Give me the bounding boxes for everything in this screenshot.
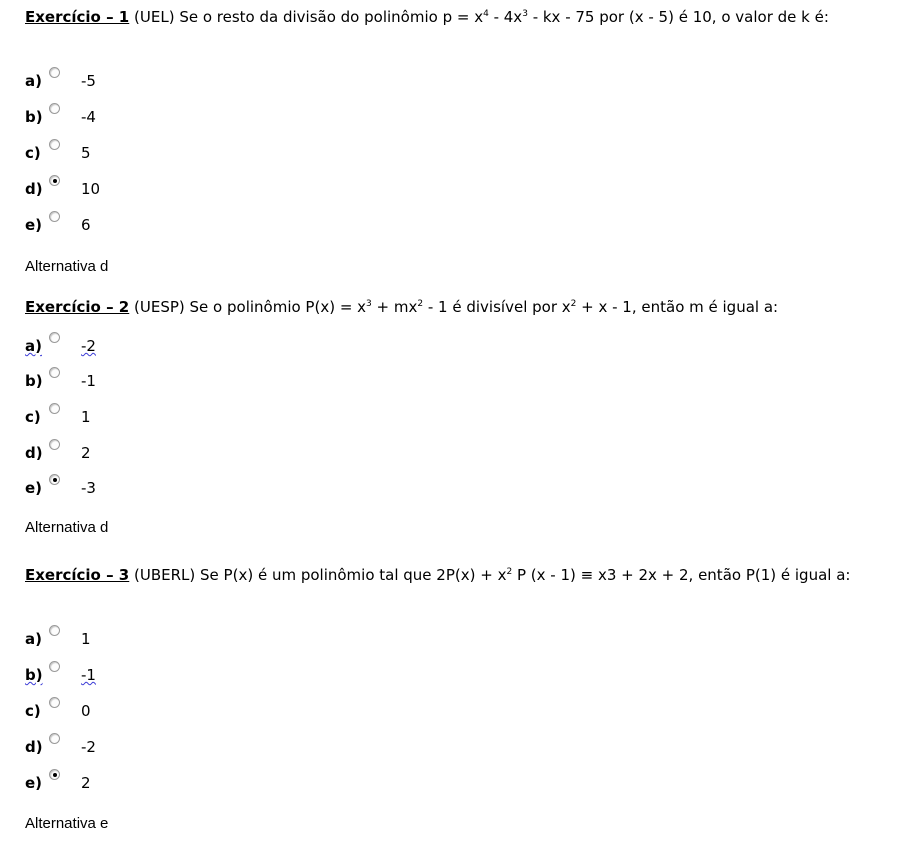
option-a[interactable]: a) -5 (25, 69, 47, 93)
exercise-title: Exercício – 2 (25, 298, 130, 316)
radio-button[interactable] (49, 439, 60, 450)
option-e[interactable]: e) -3 (25, 476, 47, 500)
radio-button[interactable] (49, 733, 60, 744)
option-d[interactable]: d) -2 (25, 735, 47, 759)
question-text: Exercício – 1 (UEL) Se o resto da divisão do polinômio $p = x^4 - 4x^3$ - kx - 75 por (x - 5) é 10, o valor de k é: (25, 8, 829, 26)
radio-button[interactable] (49, 367, 60, 378)
exercise-title: Exercício – 1 (25, 8, 130, 26)
answer-text: Alternativa e (25, 815, 109, 832)
exercise-2 (25, 294, 892, 536)
answer-text: Alternativa d (25, 519, 109, 536)
exercise-1 (25, 4, 892, 275)
option-a[interactable]: a) 1 (25, 627, 47, 651)
option-c[interactable]: c) 1 (25, 405, 47, 429)
option-d[interactable]: d) 2 (25, 441, 47, 465)
option-e[interactable]: e) 2 (25, 771, 47, 795)
option-e[interactable]: e) 6 (25, 213, 47, 237)
radio-button[interactable] (49, 67, 60, 78)
exercise-3 (25, 562, 892, 832)
option-b[interactable]: b) -1 (25, 663, 47, 687)
answer-text: Alternativa d (25, 258, 109, 275)
radio-button-selected[interactable] (49, 175, 60, 186)
radio-button[interactable] (49, 403, 60, 414)
radio-button[interactable] (49, 661, 60, 672)
radio-button-selected[interactable] (49, 769, 60, 780)
radio-button[interactable] (49, 211, 60, 222)
question-text: Exercício – 3 (UBERL) Se P(x) é um polinômio tal que $2P(x) + x^2$ P (x - 1) ≡ x3 + 2x + 2, então P(1) é igual a: (25, 566, 851, 584)
question-text: Exercício – 2 (UESP) Se o polinômio $P(x) = x^3 + mx^2 - 1$ é divisível por $x^2 + x - 1$, então m é igual a: (25, 298, 779, 316)
radio-button[interactable] (49, 103, 60, 114)
exercise-title: Exercício – 3 (25, 566, 130, 584)
radio-button-selected[interactable] (49, 474, 60, 485)
radio-button[interactable] (49, 625, 60, 636)
option-c[interactable]: c) 0 (25, 699, 47, 723)
option-b[interactable]: b) -1 (25, 369, 47, 393)
radio-button[interactable] (49, 697, 60, 708)
radio-button[interactable] (49, 332, 60, 343)
option-d[interactable]: d) 10 (25, 177, 47, 201)
option-b[interactable]: b) -4 (25, 105, 47, 129)
radio-button[interactable] (49, 139, 60, 150)
option-a[interactable]: a) -2 (25, 334, 47, 358)
option-c[interactable]: c) 5 (25, 141, 47, 165)
